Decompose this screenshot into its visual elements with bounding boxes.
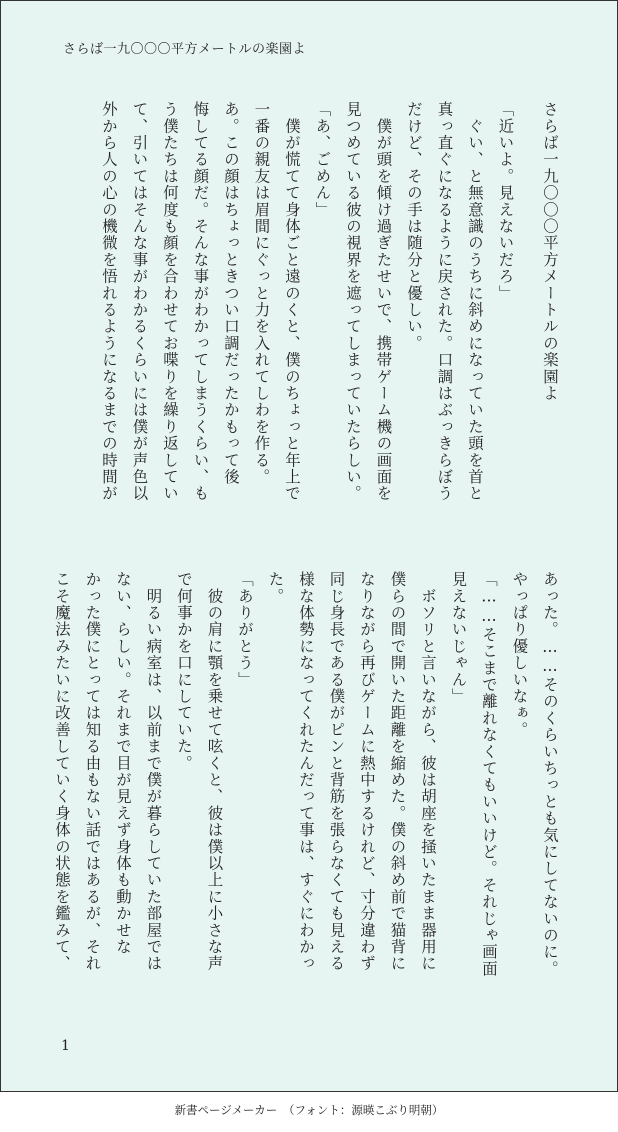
text-line: 僕が頭を傾け過ぎたせいで、携帯ゲーム機の画面を (374, 101, 393, 502)
text-line: 明るい病室は、以前まで僕が暮らしていた部屋では (144, 571, 163, 972)
text-line: 一番の親友は眉間にぐっと力を入れてしわを作る。 (252, 101, 271, 486)
text-line: ボソリと言いながら、彼は胡座を掻いたまま器用に (419, 571, 437, 972)
text-line: た。 (266, 571, 285, 605)
text-line: 悔してる顔だ。そんな事がわかってしまうくらい、も (191, 101, 210, 502)
text-line: 真っ直ぐになるように戻された。口調はぶっきらぼう (435, 101, 454, 502)
upper-text-block (94, 101, 566, 531)
text-line: 様な体勢になってくれたんだって事は、すぐにわかっ (297, 571, 315, 972)
text-line: 僕が慌てて身体ごと遠のくと、僕のちょっと年上で (283, 101, 301, 502)
text-line: ない、らしい。それまで目が見えず身体も動かせな (114, 571, 132, 956)
text-line: う僕たちは何度も顔を合わせてお喋りを繰り返してい (161, 101, 179, 502)
text-line: ぐい、と無意識のうちに斜めになっていた頭を首と (466, 101, 484, 502)
text-line: 「あ、ごめん」 (313, 101, 332, 218)
text-line: 僕らの間で開いた距離を縮めた。僕の斜め前で猫背に (388, 571, 407, 972)
text-line: 外から人の心の機微を悟れるようになるまでの時間が (100, 101, 118, 502)
text-line: だけど、その手は随分と優しい。 (405, 101, 423, 352)
text-line: なりながら再びゲームに熱中するけれど、寸分違わず (358, 571, 376, 972)
text-line: あ。この顔はちょっときつい口調だったかもって後 (222, 101, 240, 486)
text-line: 「……そこまで離れなくてもいいけど。それじゃ画面 (480, 571, 498, 977)
text-line: 「近いよ。見えないだろ」 (496, 101, 515, 302)
page-number: 1 (61, 1038, 70, 1054)
text-line: 同じ身長である僕がピンと背筋を張らなくても見える (327, 571, 346, 972)
text-line: 「ありがとう」 (236, 571, 254, 688)
chapter-title: さらば一九〇〇〇平方メートルの楽園よ (541, 101, 559, 402)
footer-credit: 新書ページメーカー （フォント：源暎こぶり明朝） (174, 1103, 444, 1117)
text-line: で何事かを口にしていた。 (175, 571, 193, 772)
text-line: あった。……そのくらいちっとも気にしてないのに。 (541, 571, 559, 977)
text-line: て、引いてはそんな事がわかるくらいには僕が声色以 (130, 101, 149, 502)
text-line: 見えないじゃん」 (449, 571, 468, 705)
lower-text-block (47, 571, 566, 1001)
text-line: 彼の肩に顎を乗せて呟くと、彼は僕以上に小さな声 (205, 571, 224, 972)
text-line: 見つめている彼の視界を遮ってしまっていたらしい。 (344, 101, 362, 502)
text-line: こそ魔法みたいに改善していく身体の状態を鑑みて、 (53, 571, 71, 972)
text-line: やっぱり優しいなぁ。 (510, 571, 529, 738)
text-line: かった僕にとっては知る由もない話ではあるが、それ (83, 571, 102, 972)
running-head: さらば一九〇〇〇平方メートルの楽園よ (63, 42, 307, 57)
